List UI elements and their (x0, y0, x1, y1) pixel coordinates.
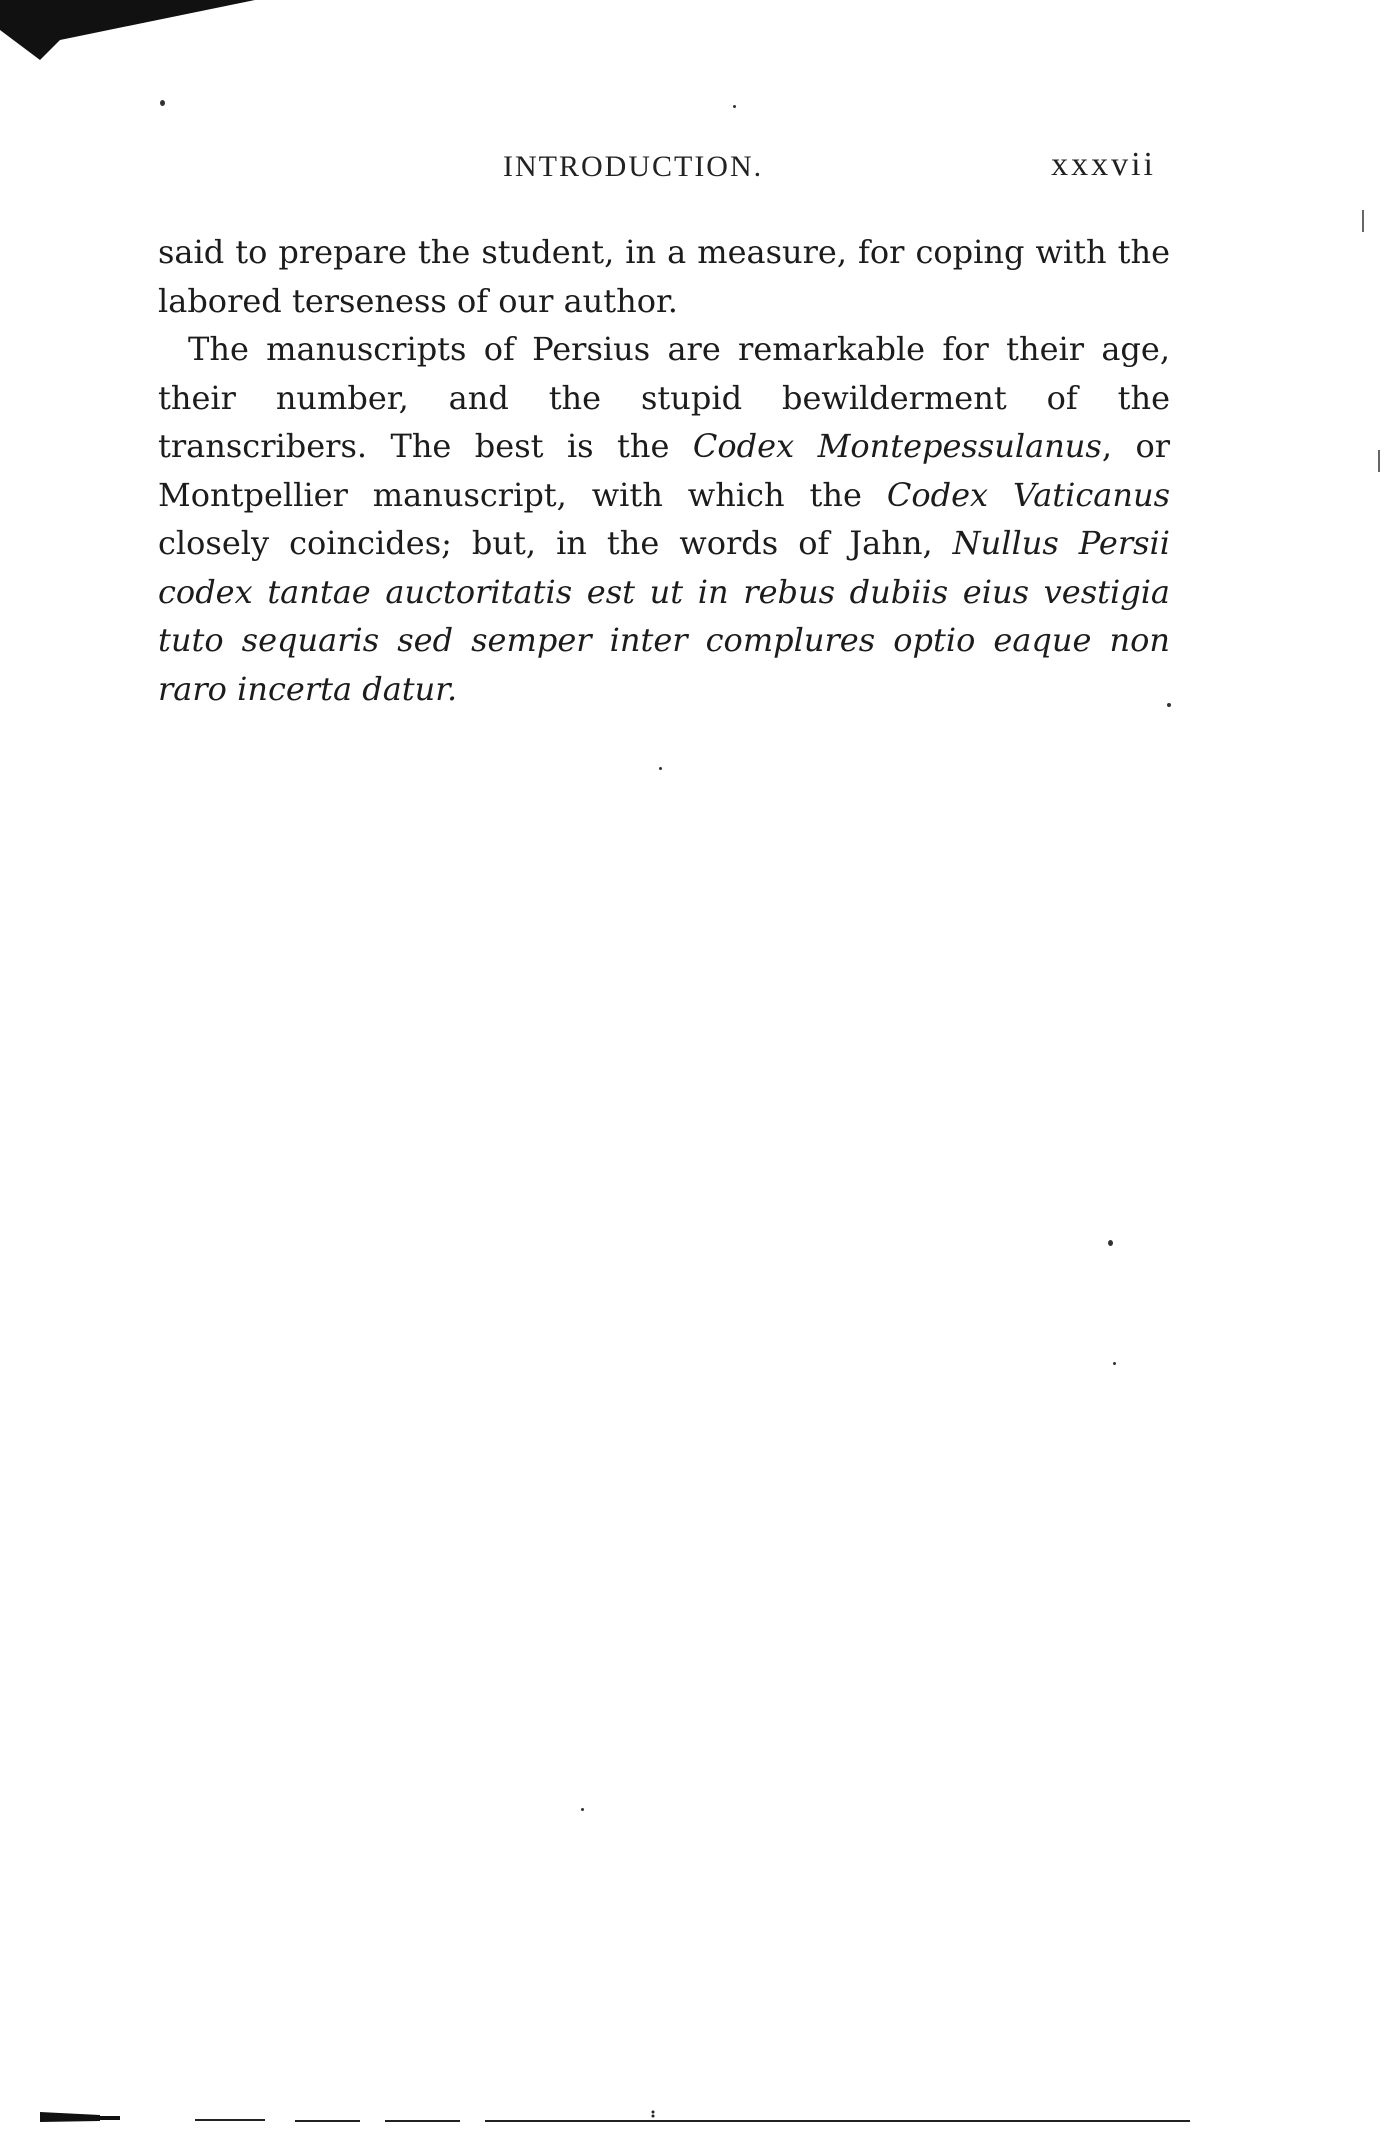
paragraph-2-text-c: closely coincides; but, in the words of Jahn, (158, 524, 953, 562)
margin-tick (1362, 210, 1364, 232)
page-number: xxxvii (1051, 146, 1156, 183)
running-head: INTRODUCTION. (503, 150, 764, 183)
paragraph-2-text-a: The manuscripts of Persius are remarkable for their age, their number, and the stupid bewilderment of the transcribers. The best is the (158, 330, 1170, 465)
margin-tick (1378, 450, 1380, 472)
paragraph-2-text-b: , or Montpellier manuscript, with which the (158, 427, 1171, 514)
speck (1108, 1240, 1113, 1246)
speck (160, 100, 165, 106)
paragraph-2 (158, 325, 1170, 713)
codex-vaticanus: Codex Vaticanus (886, 475, 1171, 514)
codex-montepessulanus: Codex Montepessulanus (692, 427, 1102, 465)
paragraph-1 (158, 228, 1170, 325)
jahn-quotation: Nullus Persii codex tantae auctoritatis est ut in rebus dubiis eius vestigia tuto sequaris sed semper inter complures optio eaque non raro incerta datur. (158, 524, 1171, 708)
paragraph-1-text: said to prepare the student, in a measure, for coping with the labored terseness of our author. (158, 233, 1170, 320)
bottom-scan-rule (40, 2108, 1190, 2128)
speck (1167, 703, 1171, 707)
page-header (158, 146, 1168, 200)
speck (733, 105, 736, 108)
speck (659, 767, 662, 770)
speck (1113, 1362, 1116, 1365)
corner-scan-mark (0, 0, 260, 70)
speck (581, 1808, 584, 1811)
body-text (158, 228, 1170, 713)
